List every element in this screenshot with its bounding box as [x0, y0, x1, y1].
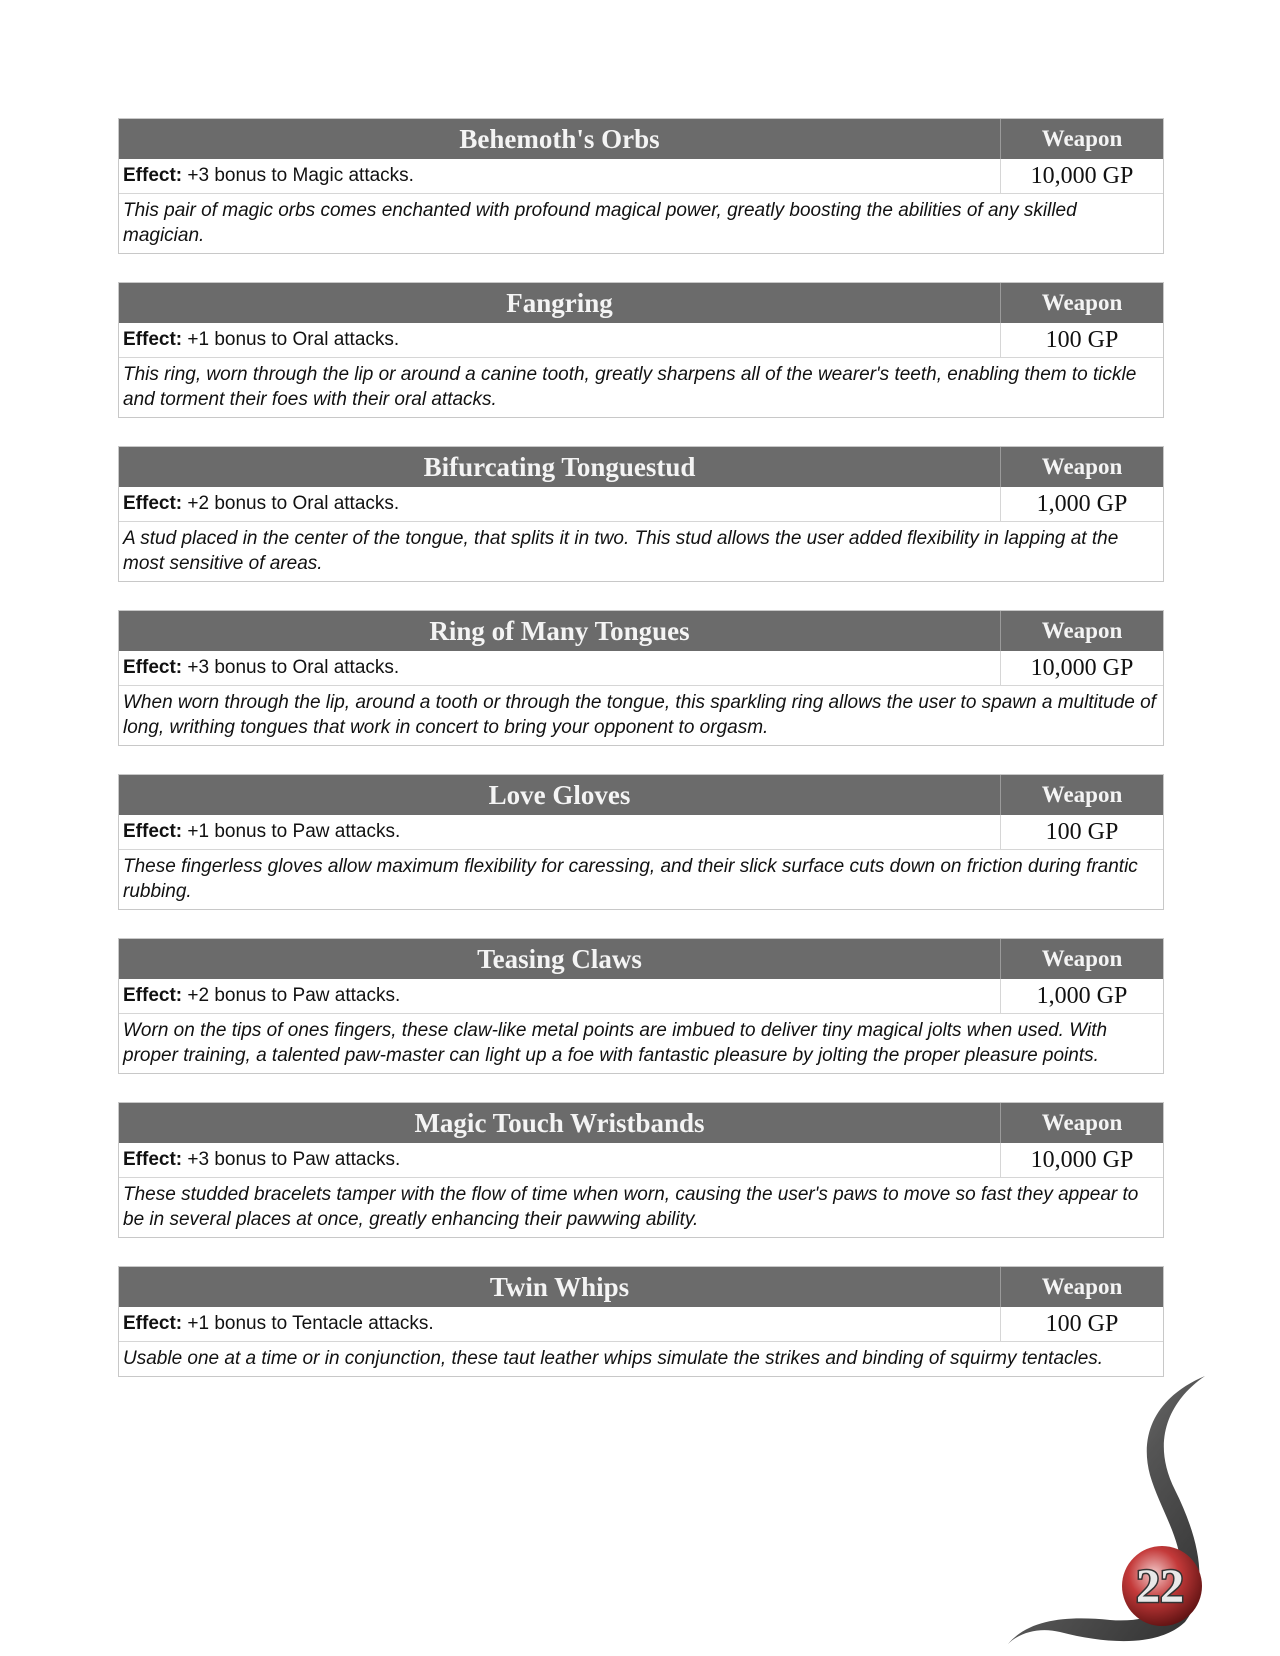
- item-effect: [119, 979, 1000, 1013]
- tentacle-ornament-icon: [1000, 1370, 1260, 1650]
- item-card: [118, 118, 1164, 254]
- effect-text: +2 bonus to Oral attacks.: [182, 493, 400, 514]
- item-name: Ring of Many Tongues: [429, 616, 690, 646]
- item-description: These studded bracelets tamper with the flow of time when worn, causing the user's paws to move so fast they appear to be in several places at once, greatly enhancing their pawwing ability.: [123, 1184, 1139, 1230]
- item-effect: [119, 815, 1000, 849]
- item-type: Weapon: [1000, 119, 1163, 159]
- effect-text: +3 bonus to Oral attacks.: [182, 657, 400, 678]
- item-name: Love Gloves: [488, 780, 631, 810]
- item-header: [119, 1103, 1163, 1143]
- effect-text: +1 bonus to Paw attacks.: [182, 821, 401, 842]
- item-type: Weapon: [1000, 611, 1163, 651]
- item-list: [118, 118, 1164, 1405]
- item-name: Behemoth's Orbs: [459, 124, 660, 154]
- item-description: This pair of magic orbs comes enchanted with profound magical power, greatly boosting the abilities of any skilled magician.: [123, 200, 1077, 246]
- effect-text: +3 bonus to Magic attacks.: [182, 165, 414, 186]
- item-effect: [119, 651, 1000, 685]
- effect-text: +1 bonus to Oral attacks.: [182, 329, 400, 350]
- item-card: [118, 774, 1164, 910]
- item-header: [119, 611, 1163, 651]
- item-effect: [119, 487, 1000, 521]
- item-description: When worn through the lip, around a tooth or through the tongue, this sparkling ring allows the user to spawn a multitude of long, writhing tongues that work in concert to bring your opponent to orgasm.: [123, 692, 1156, 738]
- effect-label: Effect:: [123, 821, 183, 842]
- item-effect: [119, 1307, 1000, 1341]
- item-type: Weapon: [1000, 775, 1163, 815]
- effect-text: +3 bonus to Paw attacks.: [182, 1149, 401, 1170]
- effect-label: Effect:: [123, 1149, 183, 1170]
- item-description: A stud placed in the center of the tongue, that splits it in two. This stud allows the user added flexibility in lapping at the most sensitive of areas.: [123, 528, 1119, 574]
- item-card: [118, 610, 1164, 746]
- effect-label: Effect:: [123, 493, 183, 514]
- item-description: Usable one at a time or in conjunction, these taut leather whips simulate the strikes and binding of squirmy tentacles.: [123, 1348, 1104, 1369]
- effect-text: +1 bonus to Tentacle attacks.: [182, 1313, 434, 1334]
- item-header: [119, 939, 1163, 979]
- item-type: Weapon: [1000, 939, 1163, 979]
- page-number: 22: [1136, 1560, 1184, 1613]
- item-price: 10,000 GP: [1000, 1143, 1163, 1177]
- item-effect-row: [119, 159, 1163, 194]
- item-effect-row: [119, 1307, 1163, 1342]
- item-card: [118, 1266, 1164, 1377]
- item-price: 100 GP: [1000, 815, 1163, 849]
- item-price: 1,000 GP: [1000, 487, 1163, 521]
- item-card: [118, 282, 1164, 418]
- effect-label: Effect:: [123, 657, 183, 678]
- item-effect: [119, 323, 1000, 357]
- item-name: Fangring: [506, 288, 613, 318]
- item-name: Bifurcating Tonguestud: [423, 452, 696, 482]
- item-type: Weapon: [1000, 1267, 1163, 1307]
- item-header: [119, 447, 1163, 487]
- effect-text: +2 bonus to Paw attacks.: [182, 985, 401, 1006]
- item-description: These fingerless gloves allow maximum flexibility for caressing, and their slick surface cuts down on friction during frantic rubbing.: [123, 856, 1138, 902]
- item-card: [118, 446, 1164, 582]
- item-effect-row: [119, 979, 1163, 1014]
- item-effect-row: [119, 651, 1163, 686]
- item-effect-row: [119, 815, 1163, 850]
- item-header: [119, 775, 1163, 815]
- effect-label: Effect:: [123, 985, 183, 1006]
- item-effect: [119, 159, 1000, 193]
- item-header: [119, 1267, 1163, 1307]
- effect-label: Effect:: [123, 329, 183, 350]
- item-description: Worn on the tips of ones fingers, these claw-like metal points are imbued to deliver tiny magical jolts when used. With proper training, a talented paw-master can light up a foe with fantastic pleasure by jolting the proper pleasure points.: [123, 1020, 1108, 1066]
- effect-label: Effect:: [123, 1313, 183, 1334]
- item-description: This ring, worn through the lip or around a canine tooth, greatly sharpens all of the wearer's teeth, enabling them to tickle and torment their foes with their oral attacks.: [123, 364, 1137, 410]
- item-type: Weapon: [1000, 447, 1163, 487]
- item-name: Magic Touch Wristbands: [414, 1108, 705, 1138]
- item-effect: [119, 1143, 1000, 1177]
- item-effect-row: [119, 323, 1163, 358]
- effect-label: Effect:: [123, 165, 183, 186]
- item-price: 100 GP: [1000, 1307, 1163, 1341]
- item-price: 100 GP: [1000, 323, 1163, 357]
- item-name: Twin Whips: [489, 1272, 630, 1302]
- item-header: [119, 119, 1163, 159]
- item-price: 10,000 GP: [1000, 159, 1163, 193]
- item-effect-row: [119, 487, 1163, 522]
- item-price: 1,000 GP: [1000, 979, 1163, 1013]
- item-type: Weapon: [1000, 283, 1163, 323]
- item-card: [118, 1102, 1164, 1238]
- item-header: [119, 283, 1163, 323]
- item-name: Teasing Claws: [477, 944, 642, 974]
- item-type: Weapon: [1000, 1103, 1163, 1143]
- item-effect-row: [119, 1143, 1163, 1178]
- item-price: 10,000 GP: [1000, 651, 1163, 685]
- item-card: [118, 938, 1164, 1074]
